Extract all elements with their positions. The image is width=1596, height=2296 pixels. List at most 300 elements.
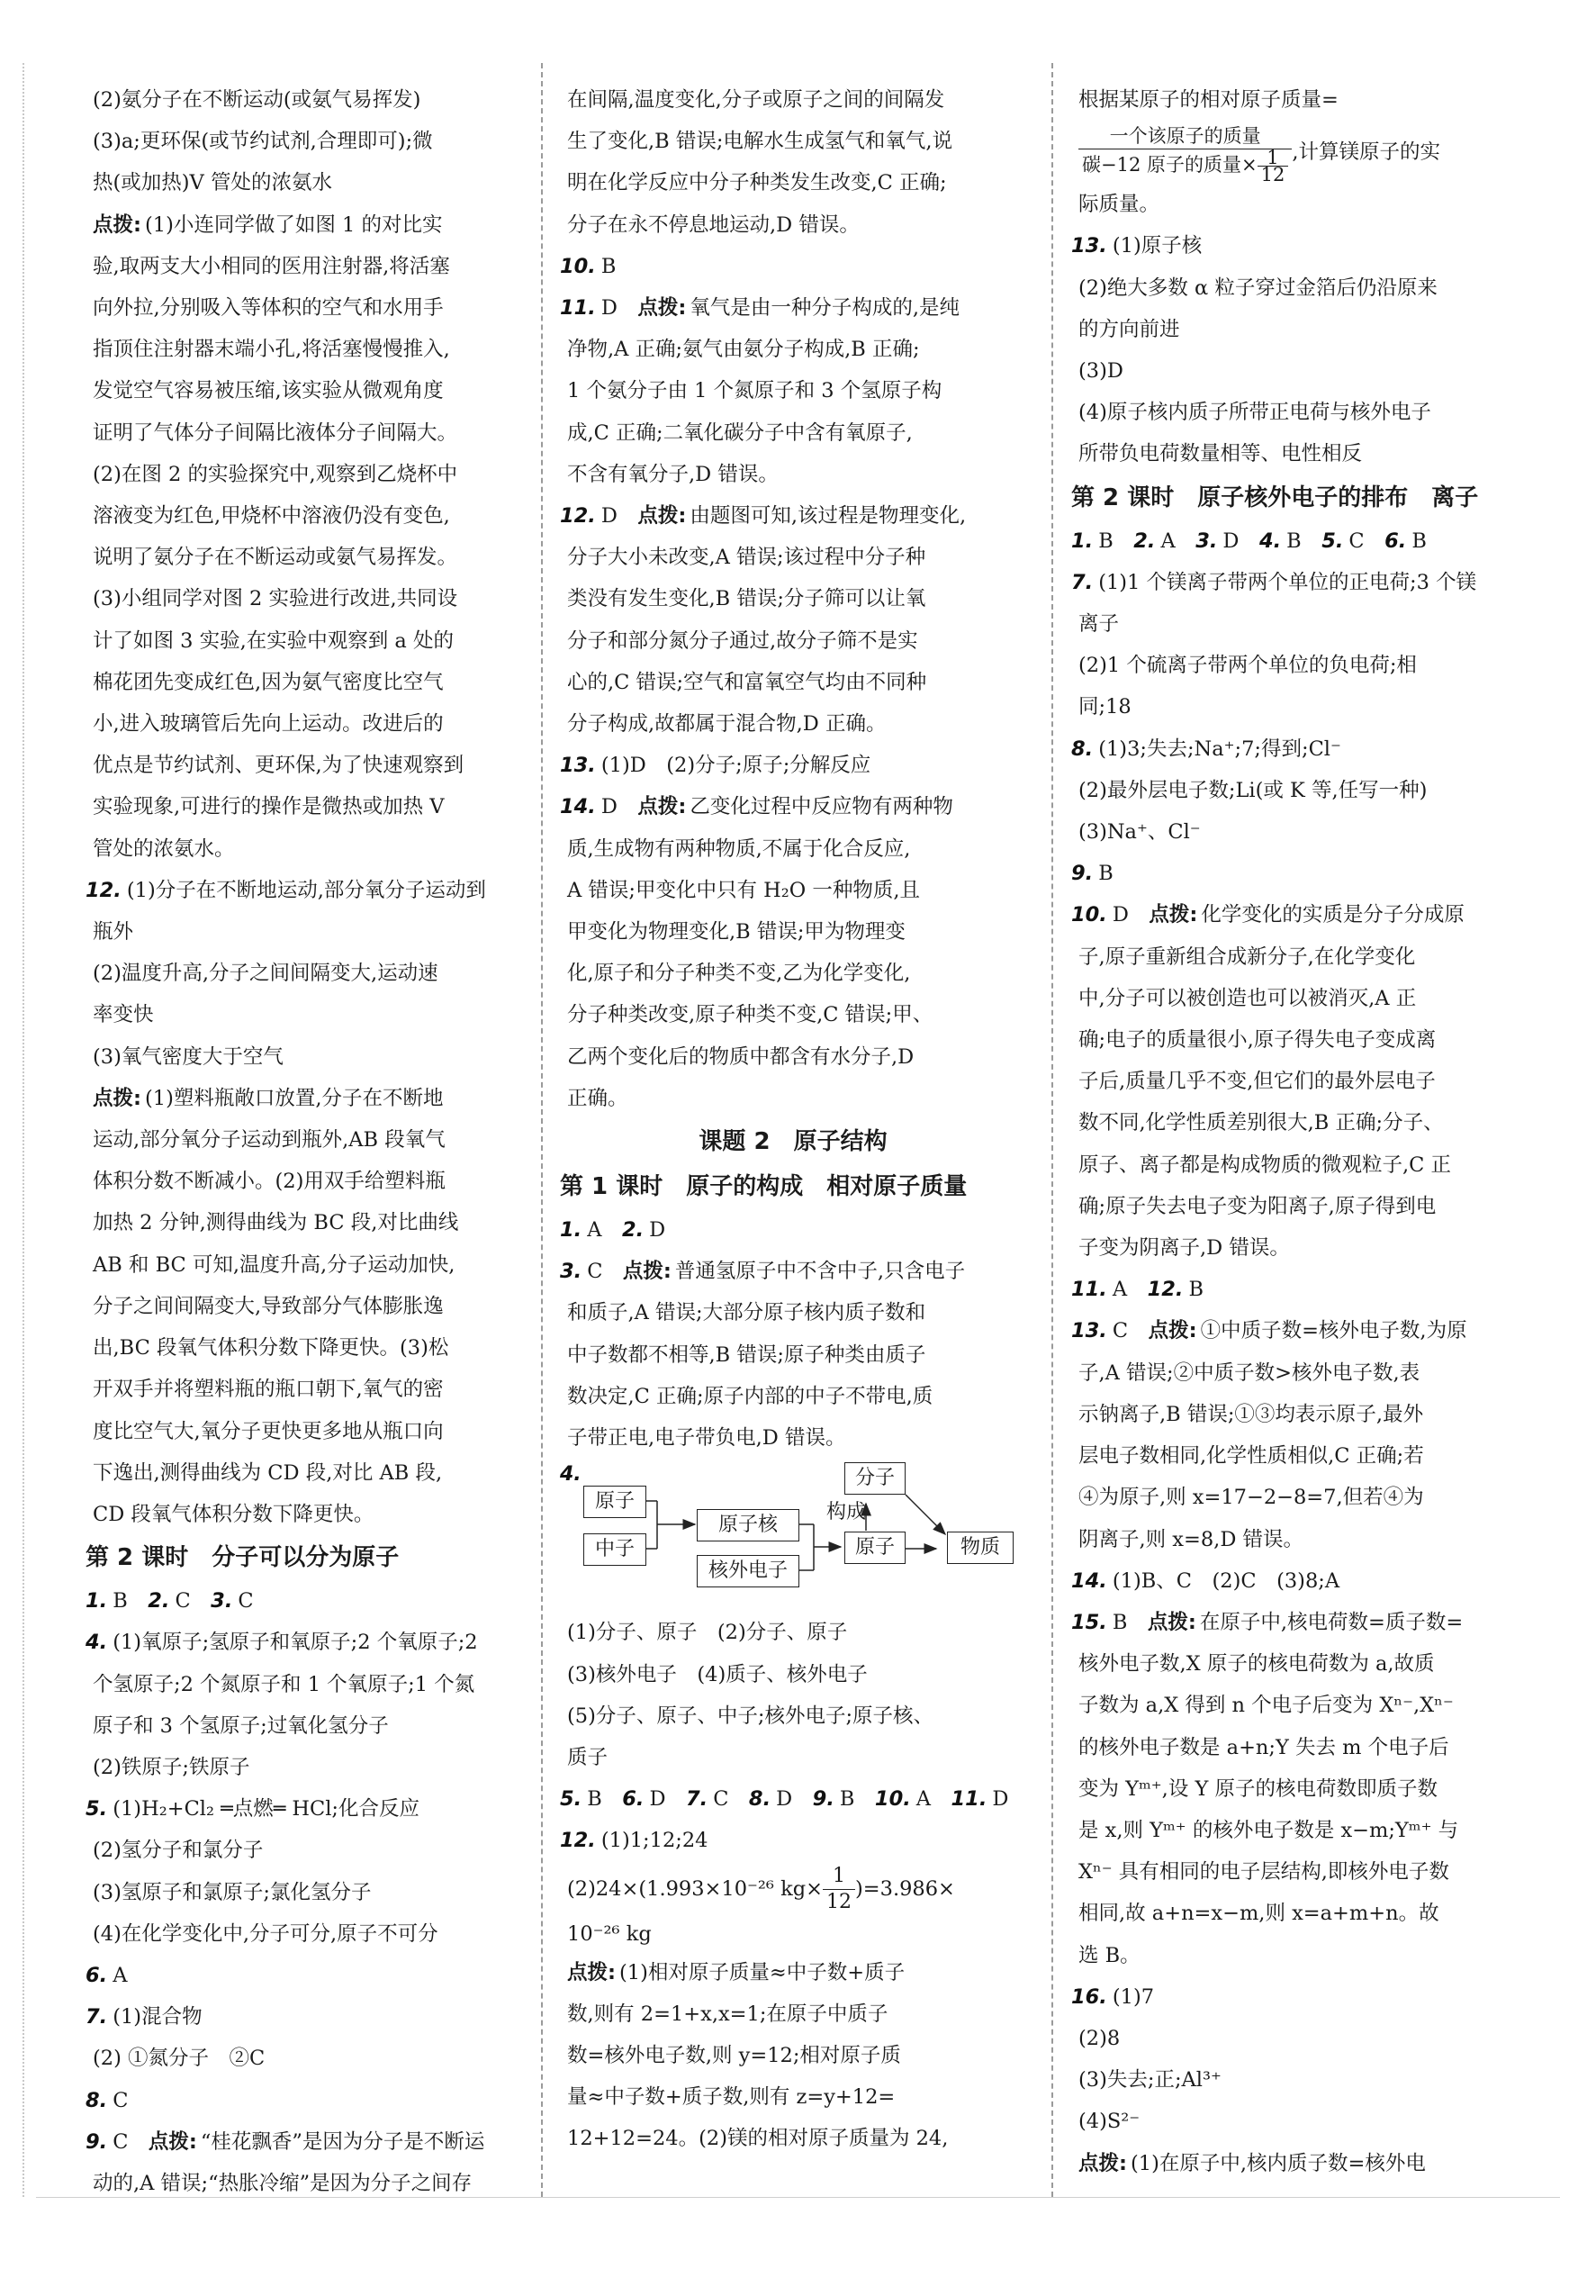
answer-text: (3)Na⁺、Cl⁻ bbox=[1078, 820, 1201, 845]
col2-line bbox=[560, 329, 1026, 370]
answer-text: (1)小连同学做了如图 1 的对比实 bbox=[145, 212, 443, 237]
col1-line bbox=[86, 578, 518, 619]
answer-text: B bbox=[113, 1589, 149, 1614]
question-number: 5. bbox=[560, 1787, 582, 1812]
answer-text: (2)8 bbox=[1078, 2026, 1121, 2050]
answer-text: C bbox=[113, 2129, 149, 2154]
col3-line bbox=[1071, 433, 1539, 475]
answer-text: 相同,故 a+n=x−m,则 x=a+m+n。故 bbox=[1078, 1902, 1439, 1926]
answer-text: C bbox=[713, 1787, 749, 1812]
hint-label: 点拨: bbox=[622, 1260, 672, 1284]
answer-text: 同;18 bbox=[1078, 695, 1132, 719]
answer-text: 成,C 正确;二氧化碳分子中含有氧原子, bbox=[567, 420, 913, 445]
answer-text: 子,A 错误;②中质子数>核外电子数,表 bbox=[1078, 1360, 1420, 1385]
answer-text: CD 段氧气体积分数下降更快。 bbox=[93, 1502, 374, 1526]
answer-text: 个氢原子;2 个氮原子和 1 个氧原子;1 个氮 bbox=[93, 1672, 475, 1696]
col3-line bbox=[1071, 728, 1539, 770]
column-divider-2 bbox=[1051, 63, 1053, 2197]
fraction-1-12: $\frac{1}{12}$ bbox=[823, 1864, 855, 1915]
answer-text: (1)3;失去;Na⁺;7;得到;Cl⁻ bbox=[1098, 737, 1341, 761]
col3-line bbox=[1071, 267, 1539, 309]
answer-text: 是 x,则 Yᵐ⁺ 的核外电子数是 x−m;Yᵐ⁺ 与 bbox=[1078, 1818, 1459, 1842]
answer-text: 原子、离子都是构成物质的微观粒子,C 正 bbox=[1078, 1153, 1452, 1177]
question-number: 12. bbox=[1147, 1278, 1184, 1302]
box-molecule: 分子 bbox=[844, 1462, 906, 1495]
answer-text: B bbox=[1098, 862, 1114, 886]
answer-text: 在原子中,核电荷数=质子数= bbox=[1199, 1610, 1464, 1634]
answer-text: (1)1 个镁离子带两个单位的正电荷;3 个镁 bbox=[1098, 570, 1477, 594]
answer-text: 确;原子失去电子变为阳离子,原子得到电 bbox=[1078, 1194, 1437, 1218]
col2-line bbox=[560, 1251, 1026, 1292]
answer-text: (3)核外电子 (4)质子、核外电子 bbox=[567, 1662, 868, 1686]
answer-text: 分子构成,故都属于混合物,D 正确。 bbox=[567, 712, 887, 737]
col3-line bbox=[1071, 894, 1539, 936]
col3-line bbox=[1071, 1019, 1539, 1061]
col1-line bbox=[86, 1202, 518, 1243]
col3-line bbox=[1071, 1851, 1539, 1893]
page-bottom-rule bbox=[36, 2197, 1560, 2198]
question-number: 3. bbox=[560, 1260, 582, 1284]
answer-text: 分子和部分氮分子通过,故分子筛不是实 bbox=[567, 628, 918, 653]
answer-text: 化,原子和分子种类不变,乙为化学变化, bbox=[567, 962, 911, 986]
question-number: 14. bbox=[1071, 1568, 1107, 1593]
answer-text: 向外拉,分别吸入等体积的空气和水用手 bbox=[93, 296, 444, 321]
question-number: 2. bbox=[148, 1589, 170, 1614]
col2-line bbox=[560, 1778, 1026, 1820]
question-number: 4. bbox=[1258, 529, 1282, 553]
binding-margin-line bbox=[23, 63, 24, 2197]
answer-text: (5)分子、原子、中子;核外电子;原子核、 bbox=[567, 1704, 934, 1728]
col3-line bbox=[1071, 1227, 1539, 1269]
answer-text: 心的,C 错误;空气和富氧空气均由不同种 bbox=[567, 670, 927, 694]
col2-line bbox=[560, 1036, 1026, 1078]
answer-text: (2) ①氮分子 ②C bbox=[93, 2047, 266, 2071]
answer-text: 小,进入玻璃管后先向上运动。改进后的 bbox=[93, 712, 444, 737]
question-number: 3. bbox=[211, 1589, 233, 1614]
answer-text: 验,取两支大小相同的医用注射器,将活塞 bbox=[93, 254, 450, 278]
answer-text: A bbox=[1112, 1278, 1148, 1302]
answer-text: (4)在化学变化中,分子可分,原子不可分 bbox=[93, 1921, 438, 1946]
column-right bbox=[1071, 79, 1539, 2184]
answer-text: 动的,A 错误;“热胀冷缩”是因为分子之间存 bbox=[93, 2171, 473, 2195]
answer-text: (4)原子核内质子所带正电荷与核外电子 bbox=[1078, 401, 1431, 425]
col1-line bbox=[86, 1955, 518, 1996]
answer-text: (2)最外层电子数;Li(或 K 等,任写一种) bbox=[1078, 778, 1428, 802]
col1-line bbox=[86, 1369, 518, 1410]
answer-text: (2)在图 2 的实验探究中,观察到乙烧杯中 bbox=[93, 462, 458, 486]
col1-line bbox=[86, 79, 518, 121]
col1-line bbox=[86, 994, 518, 1035]
relative-mass-formula-line1: 根据某原子的相对原子质量= bbox=[1078, 88, 1339, 112]
answer-text: 加热 2 分钟,测得曲线为 BC 段,对比曲线 bbox=[93, 1211, 459, 1235]
col2-line bbox=[560, 1952, 1026, 1993]
col3-line bbox=[1071, 1519, 1539, 1560]
col3-line bbox=[1071, 770, 1539, 811]
answer-text: (1)塑料瓶敞口放置,分子在不断地 bbox=[145, 1086, 444, 1110]
answer-text: ④为原子,则 x=17−2−8=7,但若④为 bbox=[1078, 1486, 1424, 1510]
col3-line bbox=[1071, 1727, 1539, 1768]
atom-structure-diagram bbox=[560, 1459, 1026, 1612]
answer-text: D bbox=[776, 1787, 813, 1812]
answer-text: (3)失去;正;Al³⁺ bbox=[1078, 2068, 1222, 2093]
answer-text: 实验现象,可进行的操作是微热或加热 V bbox=[93, 795, 445, 819]
answer-text: 甲变化为物理变化,B 错误;甲为物理变 bbox=[567, 920, 906, 945]
question-number: 10. bbox=[1071, 903, 1107, 927]
answer-text: 选 B。 bbox=[1078, 1943, 1141, 1967]
col3-line bbox=[1071, 2018, 1539, 2059]
col3-line bbox=[1071, 1976, 1539, 2018]
col3-line bbox=[1071, 603, 1539, 645]
col3-line bbox=[1071, 1768, 1539, 1810]
col1-line bbox=[86, 703, 518, 745]
answer-text: 的方向前进 bbox=[1078, 317, 1180, 341]
col1-line bbox=[86, 2121, 518, 2163]
col3-line bbox=[1071, 853, 1539, 894]
question-number: 8. bbox=[748, 1787, 771, 1812]
answer-text: D bbox=[1112, 903, 1150, 927]
answer-text: 氧气是由一种分子构成的,是纯 bbox=[690, 296, 960, 321]
col3-line bbox=[1071, 1477, 1539, 1518]
col3-line bbox=[1071, 645, 1539, 686]
label-constitutes: 构成 bbox=[826, 1501, 867, 1524]
answer-text: 度比空气大,氧分子更快更多地从瓶口向 bbox=[93, 1419, 444, 1443]
hint-label: 点拨: bbox=[567, 1960, 616, 1984]
answer-text: 运动,部分氧分子运动到瓶外,AB 段氧气 bbox=[93, 1128, 446, 1153]
answer-text: ①中质子数=核外电子数,为原 bbox=[1200, 1319, 1467, 1343]
question-number: 15. bbox=[1071, 1610, 1107, 1634]
col1-line bbox=[86, 495, 518, 537]
answer-text: 量≈中子数+质子数,则有 z=y+12= bbox=[567, 2085, 896, 2110]
col1-line bbox=[86, 1244, 518, 1286]
question-number: 11. bbox=[560, 296, 596, 321]
col2-line bbox=[560, 287, 1026, 329]
equation-12-2 bbox=[560, 1862, 1026, 1952]
question-number: 14. bbox=[560, 795, 596, 819]
answer-text: (1)1;12;24 bbox=[600, 1829, 708, 1853]
answer-text: A bbox=[587, 1218, 622, 1243]
col2-line bbox=[560, 2118, 1026, 2159]
answer-text: 12+12=24。(2)镁的相对原子质量为 24, bbox=[567, 2127, 949, 2151]
question-number: 1. bbox=[86, 1589, 108, 1614]
col1-line bbox=[86, 1327, 518, 1369]
answer-text: 指顶住注射器末端小孔,将活塞慢慢推入, bbox=[93, 338, 450, 362]
answer-text: D bbox=[992, 1787, 1009, 1812]
section-heading: 课题 2 原子结构 bbox=[699, 1128, 888, 1156]
col1-line bbox=[86, 1411, 518, 1452]
col1-line bbox=[86, 1580, 518, 1622]
hint-label: 点拨: bbox=[1078, 2151, 1127, 2175]
col1-line bbox=[86, 1830, 518, 1871]
col2-line bbox=[560, 1417, 1026, 1459]
answer-text: 中子数都不相等,B 错误;原子种类由质子 bbox=[567, 1342, 926, 1367]
answer-text: 质,生成物有两种物质,不属于化合反应, bbox=[567, 836, 911, 861]
col1-line bbox=[86, 2038, 518, 2079]
answer-text: 分子在永不停息地运动,D 错误。 bbox=[567, 212, 860, 237]
relative-mass-formula: 一个该原子的质量 碳−12 原子的质量× $\frac{1}{12}$ ,计算镁原子的实 bbox=[1071, 121, 1539, 184]
answer-text: 中,分子可以被创造也可以被消灭,A 正 bbox=[1078, 986, 1417, 1010]
answer-text: D bbox=[600, 795, 638, 819]
col2-line bbox=[560, 1993, 1026, 2035]
col1-line bbox=[86, 662, 518, 703]
col3-line bbox=[1071, 1102, 1539, 1143]
answer-text: 证明了气体分子间隔比液体分子间隔大。 bbox=[93, 420, 458, 445]
col2-line bbox=[560, 246, 1026, 287]
answer-text: 瓶外 bbox=[93, 920, 134, 945]
column-divider-1 bbox=[541, 63, 543, 2197]
answer-text: (1)在原子中,核内质子数=核外电 bbox=[1131, 2151, 1426, 2175]
answer-text: 子,原子重新组合成新分子,在化学变化 bbox=[1078, 945, 1416, 969]
answer-text: 发觉空气容易被压缩,该实验从微观角度 bbox=[93, 379, 444, 403]
question-number: 12. bbox=[86, 878, 122, 902]
col2-line bbox=[560, 1334, 1026, 1376]
col2-line bbox=[560, 1078, 1026, 1119]
answer-text: 数=核外电子数,则 y=12;相对原子质 bbox=[567, 2043, 901, 2067]
col1-line bbox=[86, 1119, 518, 1161]
question-number: 7. bbox=[86, 2005, 108, 2029]
col2-line bbox=[560, 2035, 1026, 2076]
answer-text: (1)D (2)分子;原子;分解反应 bbox=[600, 754, 871, 778]
answer-text: 优点是节约试剂、更环保,为了快速观察到 bbox=[93, 754, 464, 778]
col2-line bbox=[560, 537, 1026, 578]
answer-text: 离子 bbox=[1078, 612, 1120, 637]
answer-text: B bbox=[1098, 529, 1134, 553]
col1-line bbox=[86, 1705, 518, 1747]
col2-line bbox=[560, 578, 1026, 619]
col3-line bbox=[1071, 811, 1539, 853]
question-number: 2. bbox=[621, 1218, 645, 1243]
answer-text: (3)氢原子和氯原子;氯化氢分子 bbox=[93, 1880, 372, 1904]
answer-text: 数不同,化学性质差别很大,B 正确;分子、 bbox=[1078, 1111, 1444, 1135]
col2-line bbox=[560, 994, 1026, 1035]
col1-line bbox=[86, 1664, 518, 1705]
answer-text: B bbox=[587, 1787, 623, 1812]
answer-text: 的核外电子数是 a+n;Y 失去 m 个电子后 bbox=[1078, 1735, 1449, 1759]
col1-line bbox=[86, 1872, 518, 1913]
question-number: 5. bbox=[86, 1797, 108, 1821]
question-number: 8. bbox=[86, 2088, 108, 2112]
hint-label: 点拨: bbox=[1149, 903, 1198, 927]
col1-line bbox=[86, 204, 518, 246]
column-middle-bottom bbox=[560, 1952, 1026, 2160]
answer-text: 分子种类改变,原子种类不变,C 错误;甲、 bbox=[567, 1003, 933, 1027]
col3-line bbox=[1071, 1394, 1539, 1435]
section-heading: 第 2 课时 分子可以分为原子 bbox=[86, 1544, 400, 1572]
answer-text: C bbox=[587, 1260, 623, 1284]
section-heading: 第 2 课时 原子核外电子的排布 离子 bbox=[1071, 484, 1479, 511]
col2-line bbox=[560, 121, 1026, 162]
col3-line bbox=[1071, 1061, 1539, 1102]
answer-text: 和质子,A 错误;大部分原子核内质子数和 bbox=[567, 1301, 926, 1325]
col1-line bbox=[86, 786, 518, 827]
col1-line bbox=[86, 1913, 518, 1955]
answer-text: “桂花飘香”是因为分子是不断运 bbox=[200, 2129, 485, 2154]
question-number: 8. bbox=[1071, 737, 1094, 761]
col3-line bbox=[1071, 562, 1539, 603]
col3-line bbox=[1071, 686, 1539, 728]
answer-text: (3)小组同学对图 2 实验进行改进,共同设 bbox=[93, 587, 458, 611]
col2-line bbox=[560, 1376, 1026, 1417]
col2-line bbox=[560, 1292, 1026, 1333]
hint-label: 点拨: bbox=[1147, 1610, 1196, 1634]
answer-text: 热(或加热)V 管处的浓氨水 bbox=[93, 171, 332, 195]
col3-line bbox=[1071, 1435, 1539, 1477]
hint-label: 点拨: bbox=[1148, 1319, 1197, 1343]
col2-line bbox=[560, 204, 1026, 246]
answer-text: AB 和 BC 可知,温度升高,分子运动加快, bbox=[93, 1252, 455, 1277]
col1-line bbox=[86, 370, 518, 411]
col1-line bbox=[86, 162, 518, 203]
answer-text: 化学变化的实质是分子分成原 bbox=[1201, 903, 1465, 927]
answer-text: 下逸出,测得曲线为 CD 段,对比 AB 段, bbox=[93, 1460, 443, 1485]
answer-text: (2)氢分子和氯分子 bbox=[93, 1839, 264, 1863]
relative-mass-formula-line3: 际质量。 bbox=[1078, 193, 1160, 217]
col2-line bbox=[560, 495, 1026, 537]
answer-text: C bbox=[1112, 1319, 1149, 1343]
question-number: 1. bbox=[1071, 529, 1094, 553]
answer-text: (1)混合物 bbox=[113, 2005, 203, 2029]
question-number: 13. bbox=[560, 754, 596, 778]
answer-text: 分子之间间隔变大,导致部分气体膨胀逸 bbox=[93, 1294, 444, 1318]
col1-line bbox=[86, 1452, 518, 1494]
question-number: 7. bbox=[1071, 570, 1094, 594]
answer-text: (1)7 bbox=[1112, 1984, 1155, 2009]
col1-line bbox=[86, 870, 518, 911]
col1-line bbox=[86, 620, 518, 662]
col1-line bbox=[86, 1161, 518, 1202]
answer-text: 原子和 3 个氢原子;过氧化氢分子 bbox=[93, 1713, 389, 1738]
question-number: 6. bbox=[1384, 529, 1407, 553]
answer-text: 体积分数不断减小。(2)用双手给塑料瓶 bbox=[93, 1170, 446, 1194]
answer-text: 开双手并将塑料瓶的瓶口朝下,氧气的密 bbox=[93, 1378, 444, 1402]
column-left bbox=[86, 79, 518, 2204]
question-number: 13. bbox=[1071, 234, 1107, 258]
answer-text: C bbox=[113, 2088, 129, 2112]
col2-line bbox=[560, 786, 1026, 827]
answer-text: (1)相对原子质量≈中子数+质子 bbox=[619, 1960, 906, 1984]
col3-line bbox=[1071, 1310, 1539, 1351]
answer-text: A bbox=[915, 1787, 951, 1812]
col3-line bbox=[1071, 2143, 1539, 2184]
col3-line bbox=[1071, 1935, 1539, 1976]
col2-line bbox=[560, 911, 1026, 953]
answer-text: 数决定,C 正确;原子内部的中子不带电,质 bbox=[567, 1384, 933, 1408]
answer-text: A 错误;甲变化中只有 H₂O 一种物质,且 bbox=[567, 878, 921, 902]
relative-mass-fraction: 一个该原子的质量 碳−12 原子的质量× $\frac{1}{12}$ bbox=[1078, 123, 1292, 183]
answer-text: 出,BC 段氧气体积分数下降更快。(3)松 bbox=[93, 1336, 449, 1360]
question-number: 9. bbox=[86, 2129, 108, 2154]
question-number: 10. bbox=[560, 254, 596, 278]
col1-line bbox=[86, 1494, 518, 1535]
answer-text: (4)S²⁻ bbox=[1078, 2110, 1141, 2134]
col3-line bbox=[1071, 1685, 1539, 1726]
box-atom: 原子 bbox=[583, 1486, 646, 1518]
question-number: 6. bbox=[86, 1963, 108, 1987]
answer-text: 确;电子的质量很小,原子得失电子变成离 bbox=[1078, 1028, 1437, 1053]
answer-text: 说明了氨分子在不断运动或氨气易挥发。 bbox=[93, 546, 458, 570]
answer-text: (2)氨分子在不断运动(或氨气易挥发) bbox=[93, 88, 421, 112]
answer-text: C bbox=[238, 1589, 254, 1614]
answer-text: 计了如图 3 实验,在实验中观察到 a 处的 bbox=[93, 628, 454, 653]
col2-line bbox=[560, 703, 1026, 745]
col2-line bbox=[560, 1209, 1026, 1251]
col1-line bbox=[86, 1036, 518, 1078]
answer-text: A bbox=[113, 1963, 128, 1987]
answer-text: C bbox=[175, 1589, 212, 1614]
col1-line bbox=[86, 537, 518, 578]
hint-label: 点拨: bbox=[93, 1086, 141, 1110]
col2-line bbox=[560, 745, 1026, 786]
col1-line bbox=[86, 745, 518, 786]
answer-text: 率变快 bbox=[93, 1003, 154, 1027]
answer-text: 乙变化过程中反应物有两种物 bbox=[690, 795, 953, 819]
question-number: 3. bbox=[1195, 529, 1218, 553]
col1-line bbox=[86, 246, 518, 287]
answer-text: A bbox=[1160, 529, 1196, 553]
answer-text: 示钠离子,B 错误;①③均表示原子,最外 bbox=[1078, 1402, 1424, 1426]
question-number: 1. bbox=[560, 1218, 582, 1243]
answer-text: 所带负电荷数量相等、电性相反 bbox=[1078, 442, 1363, 466]
col2-line bbox=[560, 2076, 1026, 2118]
hint-label: 点拨: bbox=[637, 504, 687, 529]
col1-line bbox=[86, 287, 518, 329]
col2-line bbox=[560, 1820, 1026, 1861]
answer-text: D bbox=[649, 1218, 666, 1243]
col3-line bbox=[1071, 1893, 1539, 1934]
col3-line bbox=[1071, 1144, 1539, 1186]
col2-line bbox=[560, 828, 1026, 870]
answer-text: (2)1 个硫离子带两个单位的负电荷;相 bbox=[1078, 654, 1417, 678]
col1-line bbox=[86, 1078, 518, 1119]
col2-line bbox=[560, 1612, 1026, 1653]
col2-line bbox=[560, 662, 1026, 703]
answer-text: 普通氢原子中不含中子,只含电子 bbox=[674, 1260, 966, 1284]
col1-line bbox=[86, 953, 518, 994]
col1-line bbox=[86, 1996, 518, 2038]
col3-line bbox=[1071, 350, 1539, 392]
answer-text: 棉花团先变成红色,因为氨气密度比空气 bbox=[93, 670, 444, 694]
box-electrons: 核外电子 bbox=[697, 1555, 799, 1587]
col1-line bbox=[86, 329, 518, 370]
answer-text: B bbox=[839, 1787, 875, 1812]
answer-text: 管处的浓氨水。 bbox=[93, 836, 235, 861]
answer-text: (1)B、C (2)C (3)8;A bbox=[1112, 1568, 1340, 1593]
col3-line bbox=[1071, 1352, 1539, 1394]
question-number: 9. bbox=[812, 1787, 834, 1812]
answer-text: 子数为 a,X 得到 n 个电子后变为 Xⁿ⁻,Xⁿ⁻ bbox=[1078, 1694, 1454, 1718]
hint-label: 点拨: bbox=[148, 2129, 197, 2154]
answer-text: B bbox=[1411, 529, 1427, 553]
answer-text: Xⁿ⁻ 具有相同的电子层结构,即核外电子数 bbox=[1078, 1860, 1449, 1885]
answer-text: 正确。 bbox=[567, 1086, 628, 1110]
answer-text: 子变为阴离子,D 错误。 bbox=[1078, 1236, 1290, 1261]
eq12-post: )=3.986× bbox=[855, 1876, 955, 1901]
col2-line bbox=[560, 454, 1026, 495]
question-number: 16. bbox=[1071, 1984, 1107, 2009]
col3-line bbox=[1071, 392, 1539, 433]
col3-line bbox=[1071, 978, 1539, 1019]
col1-line bbox=[86, 1622, 518, 1663]
col1-line bbox=[86, 1788, 518, 1830]
col3-line bbox=[1071, 2059, 1539, 2101]
col2-line bbox=[560, 620, 1026, 662]
box-atom-2: 原子 bbox=[844, 1532, 906, 1564]
answer-text: 分子大小未改变,A 错误;该过程中分子种 bbox=[567, 546, 926, 570]
column-right-answers bbox=[1071, 225, 1539, 2183]
answer-text: (3)氧气密度大于空气 bbox=[93, 1044, 284, 1069]
column-middle-answers bbox=[560, 1612, 1026, 1861]
answer-text: (2)温度升高,分子之间间隔变大,运动速 bbox=[93, 962, 438, 986]
col2-line bbox=[560, 370, 1026, 411]
